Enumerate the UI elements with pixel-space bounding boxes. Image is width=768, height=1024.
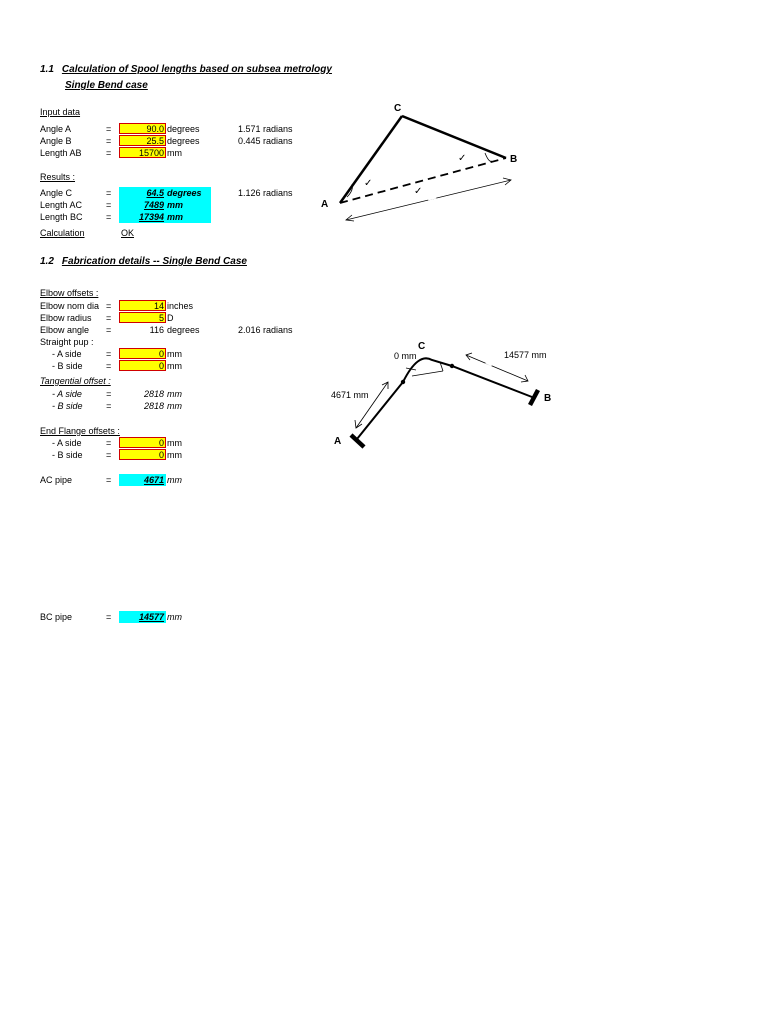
eq-sign: = (106, 349, 112, 359)
elbow-radius-unit: D (167, 313, 174, 323)
pup-a-side-unit: mm (167, 349, 182, 359)
elbow-angle-radians: 2.016 radians (238, 325, 293, 335)
length-bc-eq: = (106, 212, 112, 222)
tan-b-side-unit: mm (167, 401, 182, 411)
bc-pipe-label: BC pipe (40, 612, 73, 622)
vertex-a-label: A (321, 199, 329, 210)
angle-a-eq: = (106, 124, 112, 134)
spool-pipe-path (357, 358, 532, 439)
tan-a-side-value: 2818 (143, 389, 164, 399)
straight-pup-label: Straight pup : (40, 337, 94, 347)
flange-b-side-input[interactable]: 0 (119, 449, 166, 460)
eq-sign: = (106, 401, 112, 411)
check-icon: ✓ (364, 178, 373, 189)
section-1-subtitle: Single Bend case (65, 80, 148, 91)
ac-pipe-value: 4671 (119, 474, 166, 486)
eq-sign: = (106, 361, 112, 371)
pup-b-side-label: - B side (52, 361, 83, 371)
angle-c-eq: = (106, 188, 112, 198)
eq-sign: = (106, 325, 112, 335)
angle-b-radians: 0.445 radians (238, 136, 293, 146)
tangent-point-a (401, 380, 405, 384)
tan-a-side-unit: mm (167, 389, 182, 399)
eq-sign: = (106, 438, 112, 448)
pup-a-side-label: - A side (52, 349, 82, 359)
calculation-status: OK (121, 228, 135, 238)
ac-pipe-label: AC pipe (40, 475, 73, 485)
vertex-c-label: C (418, 341, 426, 352)
pup-b-side-unit: mm (167, 361, 182, 371)
offset-line (412, 371, 443, 376)
length-bc-unit: mm (166, 211, 211, 223)
pup-b-side-input[interactable]: 0 (119, 360, 166, 371)
section-2-number: 1.2 (40, 256, 54, 267)
vertex-b-label: B (510, 154, 518, 165)
length-ac-value: 7489 (119, 199, 166, 211)
bc-length-label: 14577 mm (504, 350, 547, 360)
length-ac-label: Length AC (40, 200, 83, 210)
eq-sign: = (106, 450, 112, 460)
length-ab-unit: mm (167, 148, 182, 158)
check-icon: ✓ (458, 153, 467, 164)
length-ac-unit: mm (166, 199, 211, 211)
flange-a-side-input[interactable]: 0 (119, 437, 166, 448)
length-ab-input[interactable]: 15700 (119, 147, 166, 158)
flange-b-side-label: - B side (52, 450, 83, 460)
elbow-offsets-header: Elbow offsets : (40, 288, 99, 298)
vertex-b-label: B (544, 393, 552, 404)
bc-pipe-unit: mm (167, 612, 182, 622)
eq-sign: = (106, 612, 112, 622)
angle-b-input[interactable]: 25.5 (119, 135, 166, 146)
angle-c-value: 64.5 (119, 187, 166, 199)
length-ac-eq: = (106, 200, 112, 210)
eq-sign: = (106, 389, 112, 399)
tan-a-side-label: - A side (52, 389, 82, 399)
tan-b-side-label: - B side (52, 401, 83, 411)
flange-a-side-unit: mm (167, 438, 182, 448)
angle-c-radians: 1.126 radians (238, 188, 293, 198)
calculation-label: Calculation (40, 228, 85, 238)
eq-sign: = (106, 313, 112, 323)
tan-b-side-value: 2818 (143, 401, 164, 411)
angle-a-radians: 1.571 radians (238, 124, 293, 134)
elbow-angle-value: 116 (149, 325, 164, 335)
flange-b-side-unit: mm (167, 450, 182, 460)
input-data-header: Input data (40, 107, 81, 117)
section-1-title-text: Calculation of Spool lengths based on subsea metrology (61, 64, 332, 75)
length-ab-eq: = (106, 148, 112, 158)
flange-a-side-label: - A side (52, 438, 82, 448)
elbow-nom-dia-label: Elbow nom dia (40, 301, 100, 311)
bc-dimension-gap (486, 362, 492, 365)
angle-a-input[interactable]: 90.0 (119, 123, 166, 134)
angle-b-unit: degrees (167, 136, 200, 146)
elbow-nom-dia-input[interactable]: 14 (119, 300, 166, 311)
section-2-title-text: Fabrication details -- Single Bend Case (61, 256, 247, 267)
tangent-point-b (450, 364, 454, 368)
results-header: Results : (40, 172, 76, 182)
ac-length-label: 4671 mm (331, 390, 369, 400)
angle-c-label: Angle C (40, 188, 73, 198)
ac-pipe-unit: mm (167, 475, 182, 485)
angle-a-unit: degrees (167, 124, 200, 134)
angle-b-label: Angle B (40, 136, 72, 146)
elbow-angle-label: Elbow angle (40, 325, 90, 335)
spool-diagram (0, 0, 768, 480)
tangential-offset-label: Tangential offset : (40, 376, 111, 386)
vertex-c-label: C (394, 103, 402, 114)
elbow-radius-label: Elbow radius (40, 313, 92, 323)
section-1-number: 1.1 (40, 64, 54, 75)
elbow-nom-dia-unit: inches (167, 301, 194, 311)
eq-sign: = (106, 301, 112, 311)
pup-a-side-input[interactable]: 0 (119, 348, 166, 359)
angle-a-label: Angle A (40, 124, 72, 134)
zero-mm-label: 0 mm (394, 351, 417, 361)
check-icon: ✓ (414, 186, 423, 197)
length-ab-label: Length AB (40, 148, 82, 158)
angle-b-eq: = (106, 136, 112, 146)
elbow-radius-input[interactable]: 5 (119, 312, 166, 323)
eq-sign: = (106, 475, 112, 485)
bc-pipe-value: 14577 (119, 611, 166, 623)
end-flange-header: End Flange offsets : (40, 426, 120, 436)
angle-c-unit: degrees (166, 187, 211, 199)
vertex-a-label: A (334, 436, 342, 447)
length-bc-label: Length BC (40, 212, 83, 222)
elbow-angle-unit: degrees (167, 325, 200, 335)
length-bc-value: 17394 (119, 211, 166, 223)
